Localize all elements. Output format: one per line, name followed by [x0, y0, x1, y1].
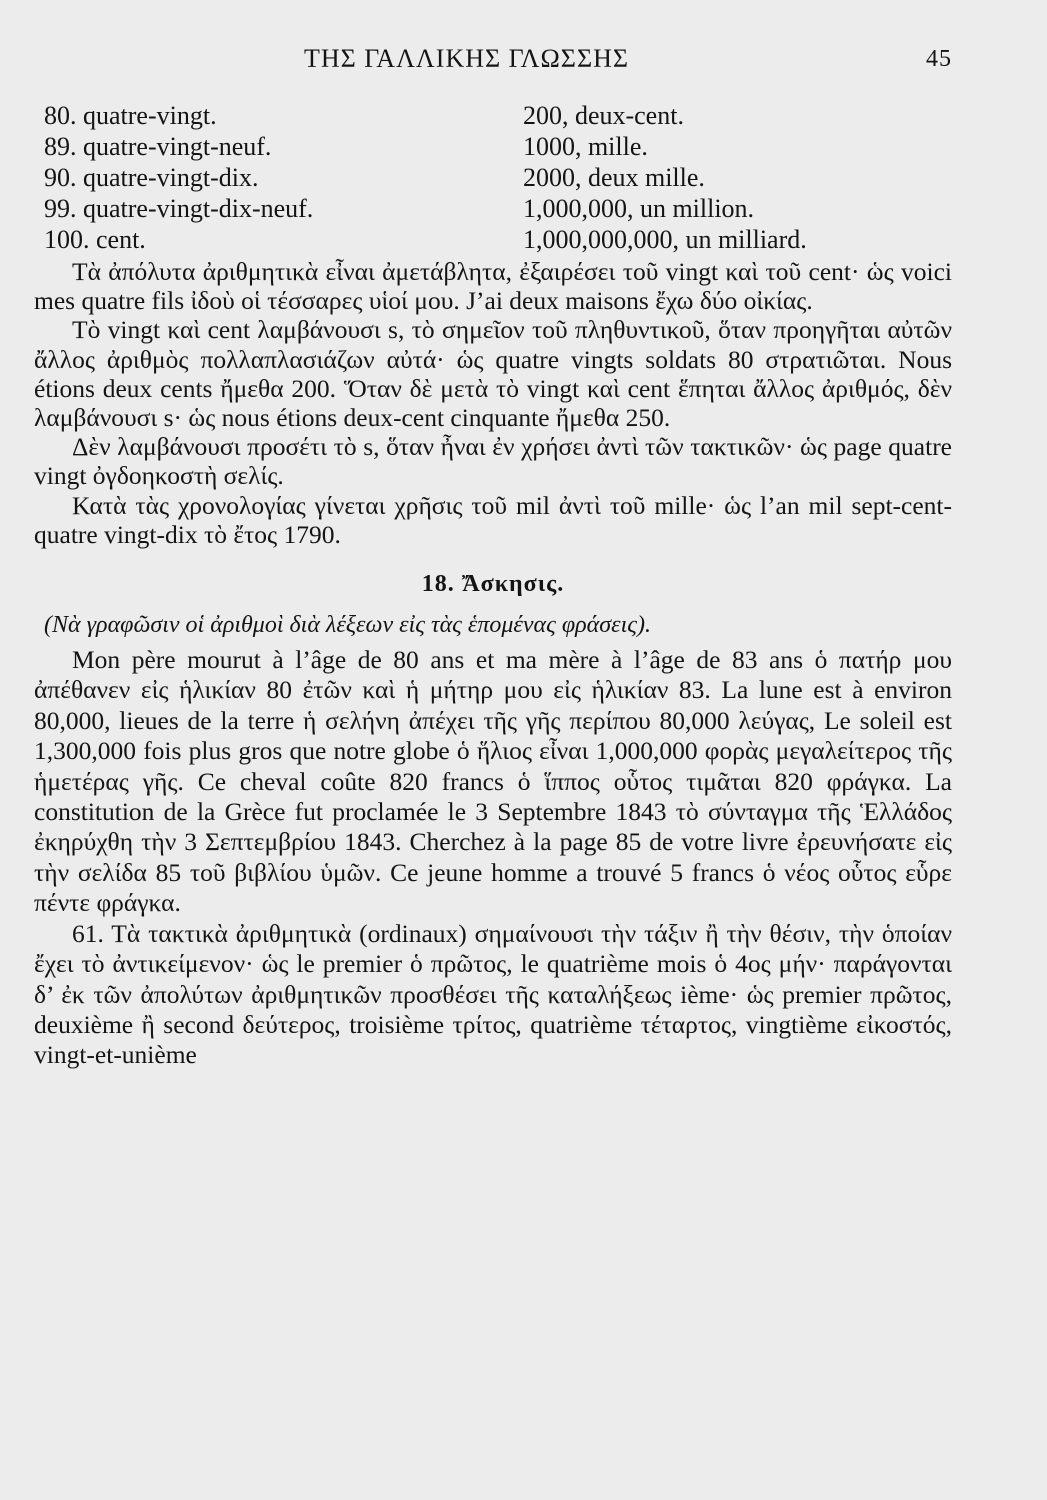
number-column-left: [34, 100, 523, 255]
number-entry: 100. cent.: [44, 225, 146, 254]
exercise-text: Mon père mourut à l’âge de 80 ans et ma mère à l’âge de 83 ans ὁ πατήρ μου ἀπέθανεν εἰς ἡλικίαν 80 ἐτῶν καὶ ἡ μήτηρ μου εἰς ἡλικίαν 83. La lune est à environ 80,000, lieues de la terre ἡ σελήνη ἀπέχει τῆς γῆς περίπου 80,000 λεύγας, Le soleil est 1,300,000 fois plus gros que notre globe ὁ ἥλιος εἶναι 1,000,000 φορὰς μεγαλείτερος τῆς ἡμετέρας γῆς. Ce cheval coûte 820 francs ὁ ἵππος οὗτος τιμᾶται 820 φράγκα. La constitution de la Grèce fut proclamée le 3 Septembre 1843 τὸ σύνταγμα τῆς Ἑλλάδος ἐκηρύχθη τὴν 3 Σεπτεμβρίου 1843. Cherchez à la page 85 de votre livre ἐρευνήσατε εἰς τὴν σελίδα 85 τοῦ βιβλίου ὑμῶν. Ce jeune homme a trouvé 5 francs ὁ νέος οὗτος εὗρε πέντε φράγκα.: [34, 645, 952, 918]
number-entry: 1,000,000, un million.: [522, 194, 755, 223]
running-title: ΤΗΣ ΓΑΛΛΙΚΗΣ ΓΛΩΣΣΗΣ: [304, 44, 629, 73]
number-entry: 1000, mille.: [522, 132, 648, 161]
book-page: [34, 38, 952, 1458]
exercise-instruction: (Νὰ γραφῶσιν οἱ ἀριθμοὶ διὰ λέξεων εἰς τὰς ἑπομένας φράσεις).: [44, 612, 651, 639]
exercise-heading: 18. Ἄσκησις.: [421, 571, 565, 598]
number-entry: 2000, deux mille.: [522, 163, 705, 192]
paragraph: Δὲν λαμβάνουσι προσέτι τὸ s, ὅταν ἦναι ἐν χρήσει ἀντὶ τῶν τακτικῶν· ὡς page quatre vingt ὀγδοηκοστὴ σελίς.: [34, 432, 952, 491]
number-entry: 200, deux-cent.: [522, 101, 684, 130]
rules-text: [34, 257, 952, 549]
paragraph: Κατὰ τὰς χρονολογίας γίνεται χρῆσις τοῦ mil ἀντὶ τοῦ mille· ὡς l’an mil sept-cent-quatre vingt-dix τὸ ἔτος 1790.: [34, 490, 952, 549]
number-entry: 80. quatre-vingt.: [44, 101, 217, 130]
number-entry: 1,000,000,000, un milliard.: [522, 225, 807, 254]
paragraph: Τὸ vingt καὶ cent λαμβάνουσι s, τὸ σημεῖον τοῦ πληθυντικοῦ, ὅταν προηγῆται αὐτῶν ἄλλος ἀριθμὸς πολλαπλασιάζων αὐτά· ὡς quatre vingts soldats 80 στρατιῶται. Nous étions deux cents ἤμεθα 200. Ὅταν δὲ μετὰ τὸ vingt καὶ cent ἕπηται ἄλλος ἀριθμός, δὲν λαμβάνουσι s· ὡς nous étions deux-cent cinquante ἤμεθα 250.: [34, 315, 952, 433]
number-table: [34, 100, 952, 255]
running-head: [34, 38, 952, 78]
paragraph: Τὰ ἀπόλυτα ἀριθμητικὰ εἶναι ἀμετάβλητα, ἐξαιρέσει τοῦ vingt καὶ τοῦ cent· ὡς voici mes quatre fils ἰδοὺ οἱ τέσσαρες υἱοί μου. J’ai deux maisons ἔχω δύο οἰκίας.: [34, 257, 952, 316]
section-61-text: 61. Τὰ τακτικὰ ἀριθμητικὰ (ordinaux) σημαίνουσι τὴν τάξιν ἢ τὴν θέσιν, τὴν ὁποίαν ἔχει τὸ ἀντικείμενον· ὡς le premier ὁ πρῶτος, le quatrième mois ὁ 4ος μήν· παράγονται δ’ ἐκ τῶν ἀπολύτων ἀριθμητικῶν προσθέσει τῆς καταλήξεως ième· ὡς premier πρῶτος, deuxième ἢ second δεύτερος, troisième τρίτος, quatrième τέταρτος, vingtième εἰκοστός, vingt-et-unième: [34, 918, 952, 1070]
number-column-right: [523, 100, 952, 255]
page-number: 45: [926, 46, 952, 72]
number-entry: 89. quatre-vingt-neuf.: [44, 132, 272, 161]
number-entry: 90. quatre-vingt-dix.: [44, 163, 259, 192]
number-entry: 99. quatre-vingt-dix-neuf.: [44, 194, 314, 223]
